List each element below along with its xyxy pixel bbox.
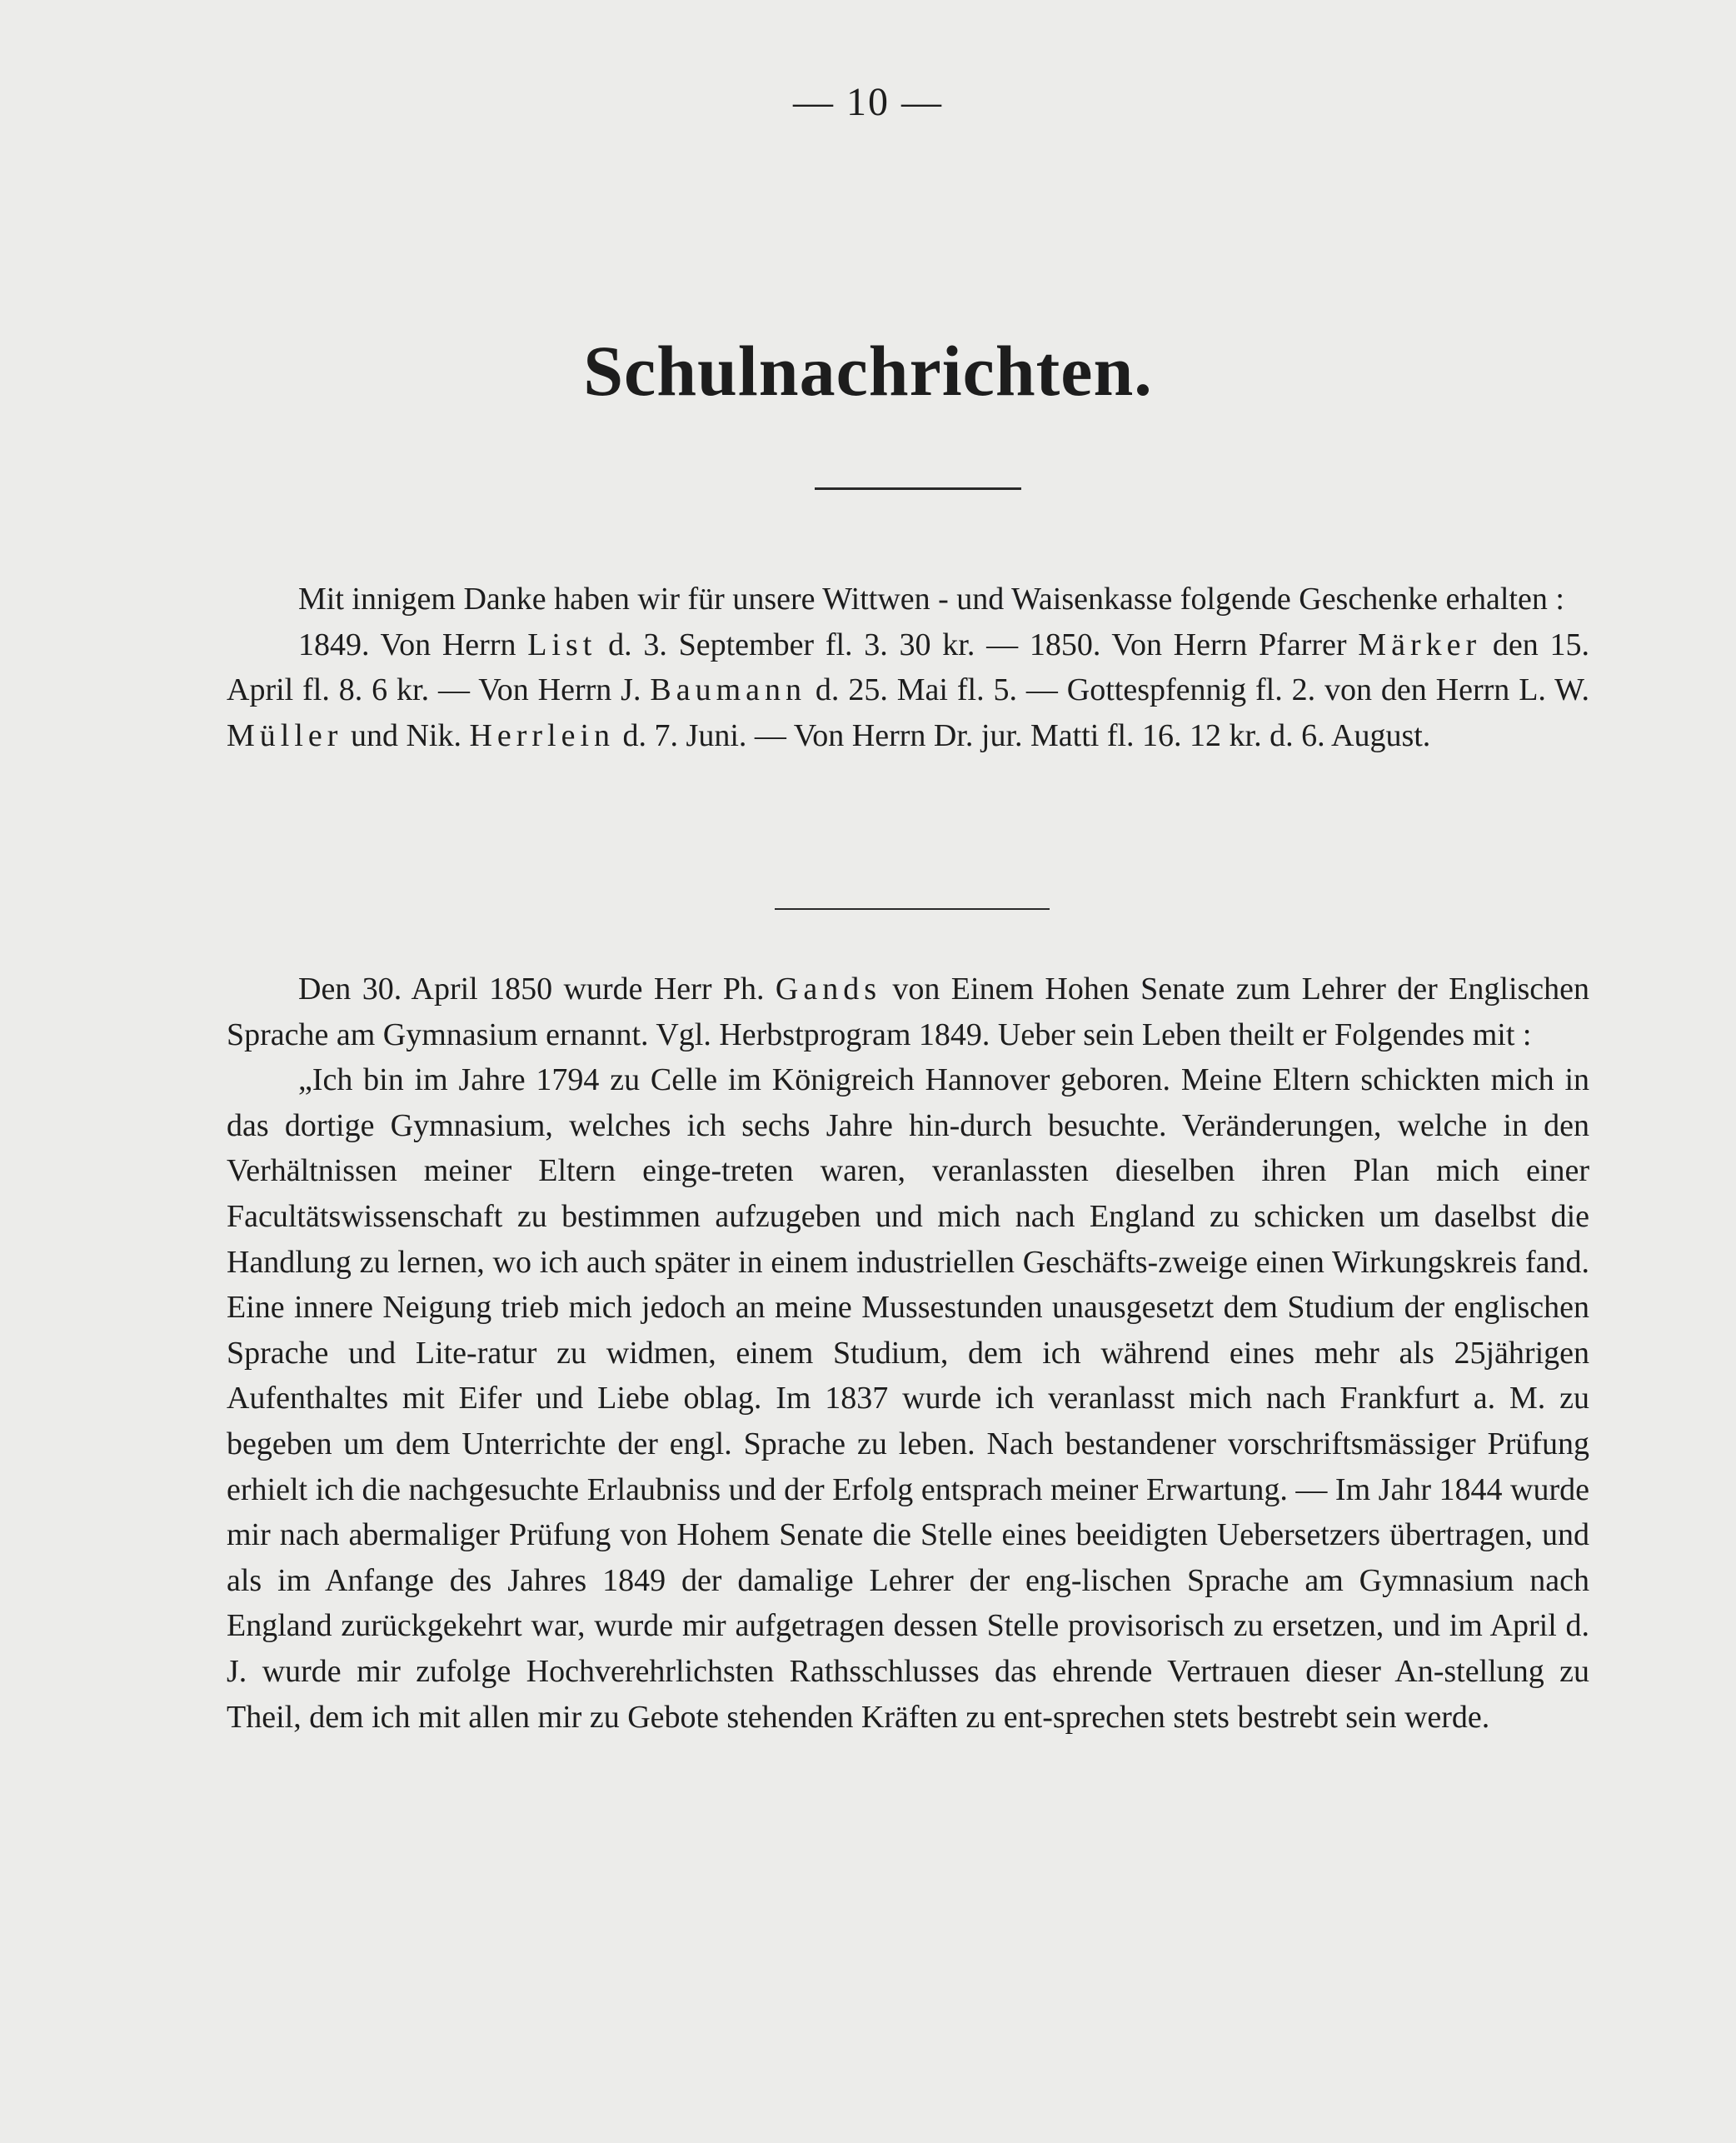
- donor-name: Müller: [227, 717, 343, 753]
- donations-list: 1849. Von Herrn List d. 3. September fl. 3. 30 kr. — 1850. Von Herrn Pfarrer Märker den 15. April fl. 8. 6 kr. — Von Herrn J. Baumann d. 25. Mai fl. 5. — Gottespfennig fl. 2. von den Herrn L. W. Müller und Nik. Herrlein d. 7. Juni. — Von Herrn Dr. jur. Matti fl. 16. 12 kr. d. 6. August.: [227, 627, 1590, 753]
- donor-name: Märker: [1358, 627, 1482, 662]
- donor-name: Herrlein: [469, 717, 616, 753]
- section-divider: [775, 908, 1050, 910]
- donor-name: List: [527, 627, 597, 662]
- donor-name: Baumann: [650, 672, 807, 708]
- donations-section: [227, 577, 1589, 758]
- appointment-section: [227, 967, 1589, 1740]
- appointment-paragraph: Den 30. April 1850 wurde Herr Ph. Gands von Einem Hohen Senate zum Lehrer der Englischen Sprache am Gymnasium ernannt. Vgl. Herbstprogram 1849. Ueber sein Leben theilt er Folgendes mit :: [227, 972, 1590, 1052]
- page-title: Schulnachrichten.: [583, 331, 1153, 411]
- teacher-name: Gands: [775, 972, 882, 1007]
- page-number: — 10 —: [793, 80, 943, 124]
- biography-quote: „Ich bin im Jahre 1794 zu Celle im Königreich Hannover geboren. Meine Eltern schickten mich in das dortige Gymnasium, welches ich sechs Jahre hin-durch besuchte. Veränderungen, welche in den Verhältnissen meiner Eltern einge-treten waren, veranlassten dieselben ihren Plan mich einer Facultätswissenschaft zu bestimmen aufzugeben und mich nach England zu schicken um daselbst die Handlung zu lernen, wo ich auch später in einem industriellen Geschäfts-zweige einen Wirkungskreis fand. Eine innere Neigung trieb mich jedoch an meine Mussestunden unausgesetzt dem Studium der englischen Sprache und Lite-ratur zu widmen, einem Studium, dem ich während eines mehr als 25jährigen Aufenthaltes mit Eifer und Liebe oblag. Im 1837 wurde ich veranlasst mich nach Frankfurt a. M. zu begeben um dem Unterrichte der engl. Sprache zu leben. Nach bestandener vorschriftsmässiger Prüfung erhielt ich die nachgesuchte Erlaubniss und der Erfolg entsprach meiner Erwartung. — Im Jahr 1844 wurde mir nach abermaliger Prüfung von Hohem Senate die Stelle eines beeidigten Uebersetzers übertragen, und als im Anfange des Jahres 1849 der damalige Lehrer der eng-lischen Sprache am Gymnasium nach England zurückgekehrt war, wurde mir aufgetragen dessen Stelle provisorisch zu ersetzen, und im April d. J. wurde mir zufolge Hochverehrlichsten Rathsschlusses das ehrende Vertrauen dieser An-stellung zu Theil, dem ich mit allen mir zu Gebote stehenden Kräften zu ent-sprechen stets bestrebt sein werde.: [227, 1062, 1590, 1735]
- donations-intro: Mit innigem Danke haben wir für unsere Wittwen - und Waisenkasse folgende Geschenke erhalten :: [298, 582, 1564, 617]
- title-divider: [815, 487, 1021, 490]
